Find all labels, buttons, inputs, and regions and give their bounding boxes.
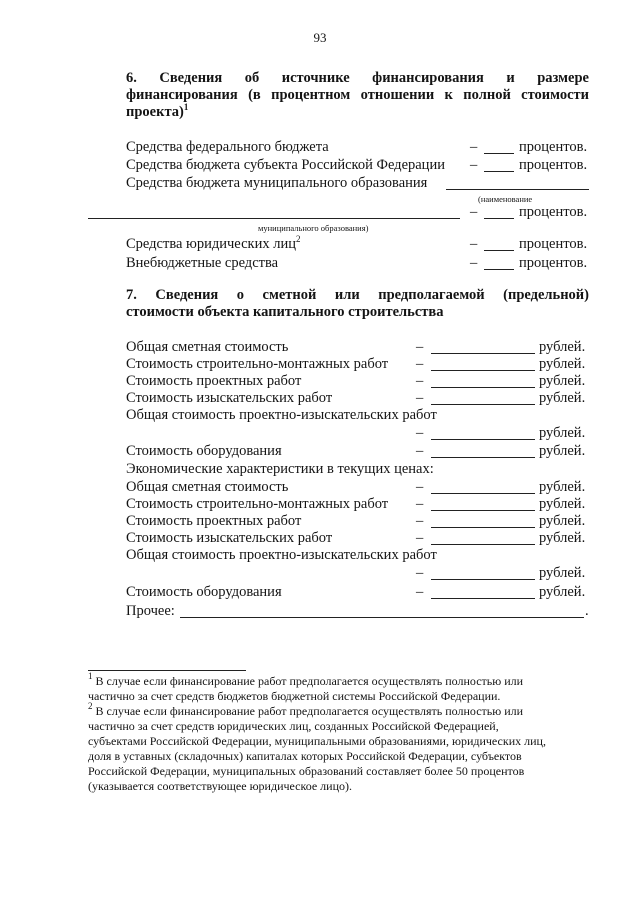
- current-design-cost-field[interactable]: [431, 513, 535, 528]
- current-survey-cost-field[interactable]: [431, 530, 535, 545]
- dash: –: [470, 236, 478, 252]
- rubles-unit: рублей.: [539, 443, 586, 459]
- footnote-2-line2: частично за счет средств юридических лиц, созданных Российской Федерацией,: [88, 719, 499, 733]
- rubles-unit: рублей.: [539, 565, 586, 581]
- current-design-cost-label: Стоимость проектных работ: [126, 513, 302, 529]
- section7-title-line1: 7. Сведения о сметной или предполагаемой (предельной): [126, 287, 589, 303]
- municipality-name-field[interactable]: [446, 175, 589, 190]
- municipal-budget-label: Средства бюджета муниципального образования: [126, 175, 428, 191]
- municipal-budget-percent-field[interactable]: [484, 204, 514, 219]
- footnote-1-mark: 1: [88, 671, 93, 681]
- rubles-unit: рублей.: [539, 530, 586, 546]
- dash: –: [416, 565, 424, 581]
- design-survey-total-field[interactable]: [431, 425, 535, 440]
- footnote-ref-2: 2: [295, 234, 301, 244]
- footnote-2-text-1: В случае если финансирование работ предполагается осуществлять полностью или: [95, 704, 524, 718]
- dash: –: [416, 479, 424, 495]
- design-cost-label: Стоимость проектных работ: [126, 373, 302, 389]
- current-design-survey-total-field[interactable]: [431, 565, 535, 580]
- equipment-cost-field[interactable]: [431, 443, 535, 458]
- percent-unit: процентов.: [519, 236, 588, 252]
- rubles-unit: рублей.: [539, 425, 586, 441]
- survey-cost-field[interactable]: [431, 390, 535, 405]
- footnote-ref-1: 1: [183, 102, 189, 112]
- subject-budget-percent-field[interactable]: [484, 157, 514, 172]
- percent-unit: процентов.: [519, 139, 588, 155]
- rubles-unit: рублей.: [539, 339, 586, 355]
- dash: –: [416, 339, 424, 355]
- rubles-unit: рублей.: [539, 513, 586, 529]
- dash: –: [470, 255, 478, 271]
- percent-unit: процентов.: [519, 204, 588, 220]
- survey-cost-label: Стоимость изыскательских работ: [126, 390, 333, 406]
- off-budget-label: Внебюджетные средства: [126, 255, 279, 271]
- footnote-2-line3: субъектами Российской Федерации, муниципальными образованиями, юридических лиц,: [88, 734, 546, 748]
- equipment-cost-label: Стоимость оборудования: [126, 443, 282, 459]
- percent-unit: процентов.: [519, 157, 588, 173]
- rubles-unit: рублей.: [539, 496, 586, 512]
- rubles-unit: рублей.: [539, 479, 586, 495]
- page-number: 93: [313, 30, 327, 45]
- off-budget-percent-field[interactable]: [484, 255, 514, 270]
- municipality-name-hint-2: муниципального образования): [258, 223, 369, 233]
- legal-entities-label: Средства юридических лиц$^2$: [126, 234, 301, 252]
- current-construction-cost-field[interactable]: [431, 496, 535, 511]
- design-cost-field[interactable]: [431, 373, 535, 388]
- section6-title-line2: финансирования (в процентном отношении к полной стоимости: [126, 87, 589, 103]
- total-estimated-cost-label: Общая сметная стоимость: [126, 339, 289, 355]
- current-total-estimated-cost-label: Общая сметная стоимость: [126, 479, 289, 495]
- footnote-1-line2: частично за счет средств бюджетов бюджетной системы Российской Федерации.: [88, 689, 501, 703]
- rubles-unit: рублей.: [539, 390, 586, 406]
- section6-title-line3: проекта)$^1$: [126, 102, 189, 120]
- economic-characteristics-label: Экономические характеристики в текущих ценах:: [126, 461, 434, 477]
- municipality-name-field-continued[interactable]: [88, 204, 460, 219]
- current-equipment-cost-field[interactable]: [431, 584, 535, 599]
- subject-budget-label: Средства бюджета субъекта Российской Федерации: [126, 157, 445, 173]
- current-equipment-cost-label: Стоимость оборудования: [126, 584, 282, 600]
- municipality-name-hint-1: (наименование: [478, 194, 533, 204]
- dash: –: [416, 443, 424, 459]
- rubles-unit: рублей.: [539, 373, 586, 389]
- design-survey-total-label: Общая стоимость проектно-изыскательских работ: [126, 407, 437, 423]
- dash: –: [416, 356, 424, 372]
- rubles-unit: рублей.: [539, 584, 586, 600]
- footnote-2-line6: (указывается соответствующее юридическое лицо).: [88, 779, 352, 793]
- section6-title-line1: 6. Сведения об источнике финансирования и размере: [126, 70, 589, 86]
- footnote-2-line5: Российской Федерации, муниципальных образований составляет более 50 процентов: [88, 764, 525, 778]
- current-design-survey-total-label: Общая стоимость проектно-изыскательских работ: [126, 547, 437, 563]
- dash: –: [416, 496, 424, 512]
- rubles-unit: рублей.: [539, 356, 586, 372]
- percent-unit: процентов.: [519, 255, 588, 271]
- construction-cost-label: Стоимость строительно-монтажных работ: [126, 356, 389, 372]
- other-field[interactable]: [180, 603, 584, 618]
- current-survey-cost-label: Стоимость изыскательских работ: [126, 530, 333, 546]
- legal-entities-percent-field[interactable]: [484, 236, 514, 251]
- federal-budget-label: Средства федерального бюджета: [126, 139, 329, 155]
- dash: –: [416, 390, 424, 406]
- dash: –: [416, 425, 424, 441]
- dash: –: [416, 584, 424, 600]
- dash: –: [416, 530, 424, 546]
- federal-budget-percent-field[interactable]: [484, 139, 514, 154]
- current-construction-cost-label: Стоимость строительно-монтажных работ: [126, 496, 389, 512]
- dash: –: [470, 157, 478, 173]
- footnote-1-line1: [88, 671, 590, 690]
- dash: –: [470, 139, 478, 155]
- footnote-separator: [88, 670, 246, 671]
- other-label: Прочее:: [126, 603, 175, 619]
- construction-cost-field[interactable]: [431, 356, 535, 371]
- dash: –: [416, 373, 424, 389]
- dash: –: [470, 204, 478, 220]
- footnote-2-line1: [88, 701, 590, 720]
- dash: –: [416, 513, 424, 529]
- total-estimated-cost-field[interactable]: [431, 339, 535, 354]
- footnote-1-text-1: В случае если финансирование работ предполагается осуществлять полностью или: [95, 674, 524, 688]
- footnote-2-mark: 2: [88, 701, 93, 711]
- period: .: [585, 603, 589, 619]
- current-total-estimated-cost-field[interactable]: [431, 479, 535, 494]
- footnote-2-line4: доля в уставных (складочных) капиталах которых Российской Федерации, субъектов: [88, 749, 522, 763]
- section7-title-line2: стоимости объекта капитального строительства: [126, 304, 444, 320]
